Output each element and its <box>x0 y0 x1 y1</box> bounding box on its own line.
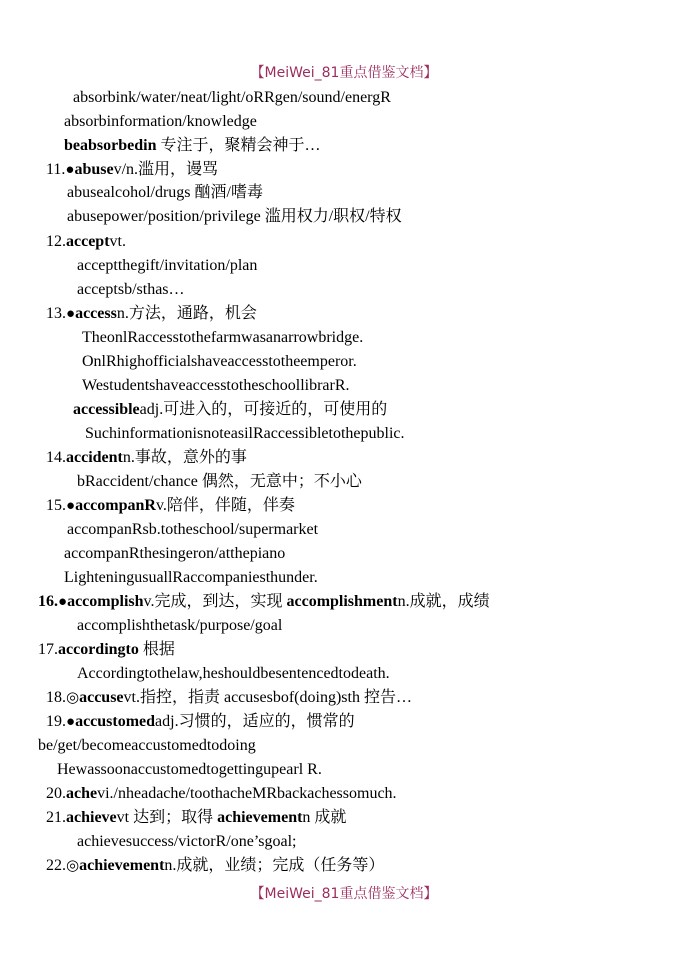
entry-text: n.成就，业绩；完成（任务等） <box>164 857 385 874</box>
entry-text: absorbinformation/knowledge <box>64 113 257 130</box>
headword: accept <box>66 233 110 250</box>
entry-line <box>46 496 295 516</box>
entry-number: 17. <box>38 641 58 658</box>
entry-text: adj.可进入的，可接近的，可使用的 <box>139 401 388 418</box>
entry-line <box>67 207 402 227</box>
entry-number: 22. <box>46 857 66 874</box>
entry-text: n.方法，通路，机会 <box>116 305 257 322</box>
entry-number: 14. <box>46 449 66 466</box>
entry-line <box>46 232 126 252</box>
entry-number: 19. <box>46 713 66 730</box>
entry-line <box>77 256 257 276</box>
entry-line <box>77 832 296 852</box>
entry-line <box>46 448 247 468</box>
entry-number: 21. <box>46 809 66 826</box>
entry-text: accomplishthetask/purpose/goal <box>77 617 283 634</box>
entry-text: abusealcohol/drugs 酗酒/嗜毒 <box>67 184 263 201</box>
entry-line <box>46 856 384 876</box>
entry-text: vt.指控，指责 accusesbof(doing)sth 控告… <box>123 689 412 706</box>
entry-line <box>64 112 257 132</box>
entry-line <box>46 160 218 180</box>
entry-line <box>38 640 175 660</box>
page-header: 【MeiWei_81重点借鉴文档】 <box>250 65 438 81</box>
entry-line <box>46 784 397 804</box>
entry-text: accompanRthesingeron/atthepiano <box>64 545 286 562</box>
entry-text: TheonlRaccesstothefarmwasanarrowbridge. <box>82 329 364 346</box>
entry-line <box>64 136 320 156</box>
entry-line <box>85 424 404 444</box>
page-footer: 【MeiWei_81重点借鉴文档】 <box>250 886 438 902</box>
entry-text-2: n 成就 <box>302 809 347 826</box>
entry-line <box>77 472 362 492</box>
entry-text-2: n.成就，成绩 <box>397 593 490 610</box>
headword: accomplish <box>67 593 144 610</box>
entry-text: accompanRsb.totheschool/supermarket <box>67 521 319 538</box>
entry-text: acceptsb/sthas… <box>77 281 185 298</box>
entry-text: v.陪伴，伴随，伴奏 <box>155 497 295 514</box>
bullet-icon: ● <box>66 714 76 730</box>
entry-line <box>82 376 350 396</box>
entry-number: 15. <box>46 497 66 514</box>
entry-text: 专注于，聚精会神于… <box>156 137 321 154</box>
bullet-icon: ● <box>65 162 75 178</box>
entry-line <box>77 664 390 684</box>
headword: accuse <box>79 689 124 706</box>
entry-number: 18. <box>46 689 66 706</box>
bullet-icon: ◎ <box>66 858 80 874</box>
entry-text: n.事故，意外的事 <box>122 449 247 466</box>
headword: ache <box>66 785 98 802</box>
entry-text: acceptthegift/invitation/plan <box>77 257 258 274</box>
entry-number: 11. <box>46 161 66 178</box>
bullet-icon: ● <box>58 594 68 610</box>
headword-derivative: achievement <box>217 809 303 826</box>
headword: accident <box>66 449 123 466</box>
entry-text: v.完成，到达，实现 <box>143 593 287 610</box>
entry-text: OnlRhighofficialshaveaccesstotheemperor. <box>82 353 357 370</box>
bullet-icon: ● <box>66 306 76 322</box>
entry-line <box>46 712 355 732</box>
entry-line <box>67 520 318 540</box>
entry-line <box>46 688 412 708</box>
entry-line <box>64 568 318 588</box>
headword: accordingto <box>58 641 139 658</box>
entry-line <box>64 544 285 564</box>
entry-text: bRaccident/chance 偶然，无意中；不小心 <box>77 473 362 490</box>
entry-text: vt. <box>109 233 126 250</box>
entry-number: 16. <box>38 593 58 610</box>
entry-text: absorbink/water/neat/light/oRRgen/sound/energR <box>73 89 391 106</box>
entry-line <box>77 616 282 636</box>
entry-line <box>46 304 257 324</box>
entry-text: WestudentshaveaccesstotheschoollibrarR. <box>82 377 350 394</box>
entry-line <box>46 808 346 828</box>
headword: accustomed <box>75 713 156 730</box>
entry-text: abusepower/position/privilege 滥用权力/职权/特权 <box>67 208 402 225</box>
entry-text: achievesuccess/victorR/one’sgoal; <box>77 833 297 850</box>
entry-line <box>73 88 391 108</box>
entry-text: Accordingtothelaw,heshouldbesentencedtodeath. <box>77 665 390 682</box>
entry-text: be/get/becomeaccustomedtodoing <box>38 737 256 754</box>
headword: achieve <box>66 809 117 826</box>
bullet-icon: ● <box>66 498 76 514</box>
headword: accompanR <box>75 497 156 514</box>
entry-line <box>67 183 263 203</box>
entry-text: vt 达到；取得 <box>116 809 218 826</box>
entry-number: 13. <box>46 305 66 322</box>
entry-text: 根据 <box>138 641 175 658</box>
entry-line <box>82 328 363 348</box>
headword: abuse <box>74 161 114 178</box>
headword-derivative: accomplishment <box>286 593 398 610</box>
entry-line <box>57 760 322 780</box>
headword: achievement <box>79 857 165 874</box>
entry-text: adj.习惯的，适应的，惯常的 <box>155 713 355 730</box>
entry-text: vi./nheadache/toothacheMRbackachessomuch. <box>97 785 397 802</box>
entry-text: v/n.滥用，谩骂 <box>113 161 219 178</box>
entry-line <box>38 592 490 612</box>
entry-line <box>38 736 256 756</box>
entry-text: SuchinformationisnoteasilRaccessibletothepublic. <box>85 425 405 442</box>
entry-line <box>82 352 357 372</box>
headword: accessible <box>73 401 140 418</box>
entry-text: Hewassoonaccustomedtogettingupearl R. <box>57 761 322 778</box>
entry-line <box>77 280 185 300</box>
entry-number: 20. <box>46 785 66 802</box>
headword: access <box>75 305 117 322</box>
entry-number: 12. <box>46 233 66 250</box>
bullet-icon: ◎ <box>66 690 80 706</box>
entry-line <box>73 400 387 420</box>
headword: beabsorbedin <box>64 137 157 154</box>
entry-text: LighteningusuallRaccompaniesthunder. <box>64 569 318 586</box>
